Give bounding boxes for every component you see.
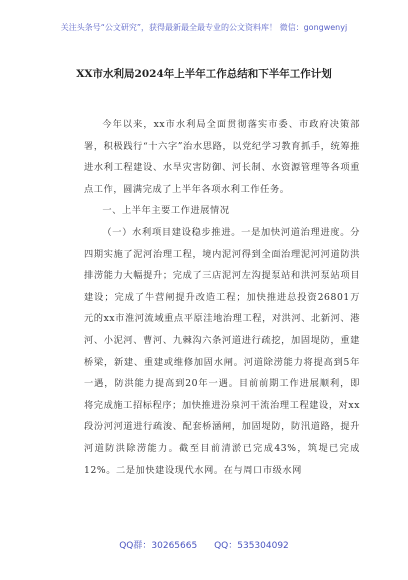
footer-qq: QQ：535304092 [214, 541, 289, 551]
section-heading: 一、上半年主要工作进展情况 [102, 205, 230, 217]
footer-qq-group: QQ群：30265665 [119, 541, 198, 551]
document-title: XX市水利局2024年上半年工作总结和下半年工作计划 [76, 68, 332, 80]
header-note: 关注头条号“公文研究”，获得最新最全最专业的公文资料库！ 微信：gongwenyj [60, 23, 348, 32]
document-body [84, 114, 360, 481]
paragraph-project-construction: （一）水利项目建设稳步推进。一是加快河道治理进度。分四期实施了泥河治理工程，境内泥河得到全面治理泥河河道防洪排涝能力大幅提升；完成了三店泥河左沟提泵站和洪河泵站项目建设；完成了牛营闸提升改造工程；加快推进总投资26801万元的xx市淮河流域重点平原洼地治理工程，对洪河、北新河、港河、小泥河、曹河、九棘沟六条河道进行疏挖，加固堤防，重建桥梁，新建、重建或维修加固水闸。河道除涝能力将提高到5年一遇，防洪能力提高到20年一遇。目前前期工作进展顺利，即将完成施工招标程序；加快推进汾泉河干流治理工程建设，对xx段汾河河道进行疏浚、配套桥涵闸，加固堤防，防汛道路，提升河道防洪除涝能力。截至目前清淤已完成43%，筑堤已完成12%。二是加快建设现代水网。在与周口市级水网 [84, 226, 360, 476]
paragraph-intro: 今年以来，xx市水利局全面贯彻落实市委、市政府决策部署，积极践行“十六字”治水思路，以党纪学习教育抓手，统筹推进水利工程建设、水旱灾害防御、河长制、水资源管理等各项重点工作，圆满完成了上半年各项水利工作任务。 [84, 119, 360, 195]
footer-note [0, 538, 408, 551]
